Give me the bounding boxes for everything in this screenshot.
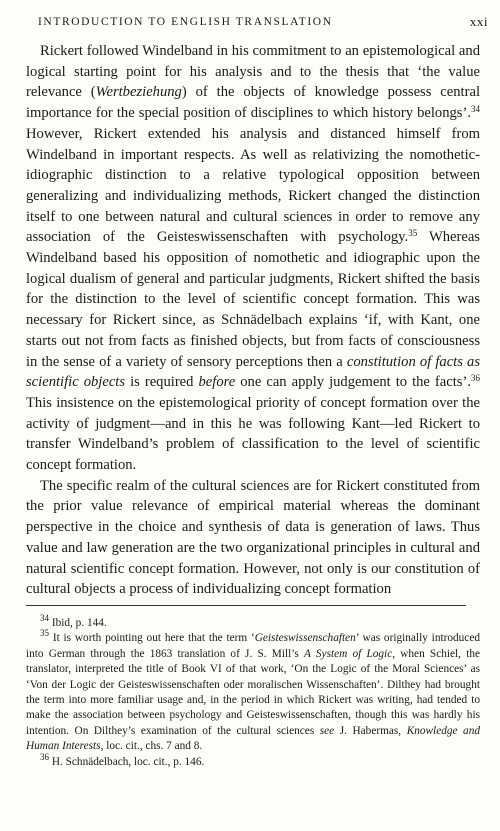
- p1-text-4: Whereas Windelband based his opposition of nomothetic and idiographic upon the logical dualism of general and particular judgments, Rickert shifted the basis for the distinction to the level of scientific concept formation. This was necessary for Rickert since, as Schnädelbach explains ‘if, with Kant, one starts out not from facts as finished objects, but from facts of consciousness in the sense of a variety of sensory perceptions then a: [26, 229, 480, 370]
- paragraph-1: [26, 41, 480, 476]
- footnote-36-text: H. Schnädelbach, loc. cit., p. 146.: [49, 755, 205, 768]
- footnote-ref-35: 35: [408, 228, 418, 239]
- footnote-34: [26, 613, 480, 631]
- p1-italic-before: before: [198, 374, 236, 391]
- footnote-36: [26, 751, 480, 770]
- p1-italic-term: Wertbeziehung: [95, 84, 182, 101]
- running-header: [38, 16, 488, 36]
- p1-text-5: is required: [125, 374, 199, 391]
- footnote-ref-36: 36: [471, 373, 480, 384]
- footnote-34-number: 34: [40, 613, 49, 623]
- p1-italic-phrase: constitution of facts as scientific objects: [26, 353, 480, 391]
- fn35-italic-2: A System of Logic: [304, 647, 393, 660]
- fn35-text-3: , when Schiel, the translator, interpreted the title of Book VI of that work, ‘On the Logic of the Moral Sciences’ as ‘Von der Logic der Geisteswissenschaften oder moralischen Wissenschaften’. Dilthey had brought the term into more familiar usage and, in the period in which Rickert was writing, had tended to make the association between psychology and Geisteswissenschaften, though this was hardly his intention. On Dilthey’s examination of the cultural sciences: [26, 647, 480, 737]
- p1-text-3: However, Rickert extended his analysis and distanced himself from Windelband in important respects. As well as relativizing the nomothetic-idiographic distinction to a relative typological opposition between generalizing and individualizing methods, Rickert changed the distinction itself to one between natural and cultural sciences in order to remove any association of the Geisteswissenschaften with psychology.: [26, 125, 480, 246]
- p1-text-2: ) of the objects of knowledge possess central importance for the special position of disciplines to which history belongs’.: [26, 84, 480, 122]
- fn35-italic-1: Geisteswissenschaften: [254, 632, 356, 645]
- p1-text-6: one can apply judgement to the facts’.: [235, 374, 471, 391]
- paragraph-2: The specific realm of the cultural sciences are for Rickert constituted from the prior value relevance of empirical material whereas the dominant perspective in the choice and synthesis of data is generation of laws. Thus value and law generation are the two organizational principles in cultural and natural scientific concept formation. However, not only is our constitution of cultural objects a process of individualizing concept formation: [26, 477, 480, 598]
- running-title: INTRODUCTION TO ENGLISH TRANSLATION: [38, 16, 333, 28]
- footnote-35: [26, 628, 481, 754]
- footnotes: [26, 613, 481, 770]
- footnote-34-text: Ibid, p. 144.: [49, 617, 107, 629]
- footnote-ref-34: 34: [471, 104, 480, 115]
- footnote-36-number: 36: [40, 751, 49, 762]
- p1-text-1: Rickert followed Windelband in his commitment to an epistemological and logical starting point for his analysis and to the thesis that ‘the value relevance (: [26, 43, 480, 101]
- fn35-italic-4: Knowledge and Human Interests: [26, 724, 481, 753]
- fn35-text-5: , loc. cit., chs. 7 and 8.: [100, 740, 203, 753]
- p1-text-7: This insistence on the epistemological priority of concept formation over the activity of judgment—and in this he was following Kant—led Rickert to transfer Windelband’s problem of classification to the level of scientific concept formation.: [26, 394, 480, 474]
- fn35-text-1: It is worth pointing out here that the term ‘: [49, 632, 255, 645]
- fn35-text-2: ’ was originally introduced into German through the 1863 translation of J. S. Mill’s: [26, 632, 480, 660]
- footnote-divider: [26, 605, 466, 606]
- footnote-35-number: 35: [40, 628, 49, 639]
- fn35-text-4: J. Habermas,: [334, 724, 407, 737]
- main-text: [26, 41, 480, 600]
- page-number: xxi: [469, 14, 488, 29]
- fn35-italic-3: see: [319, 724, 335, 737]
